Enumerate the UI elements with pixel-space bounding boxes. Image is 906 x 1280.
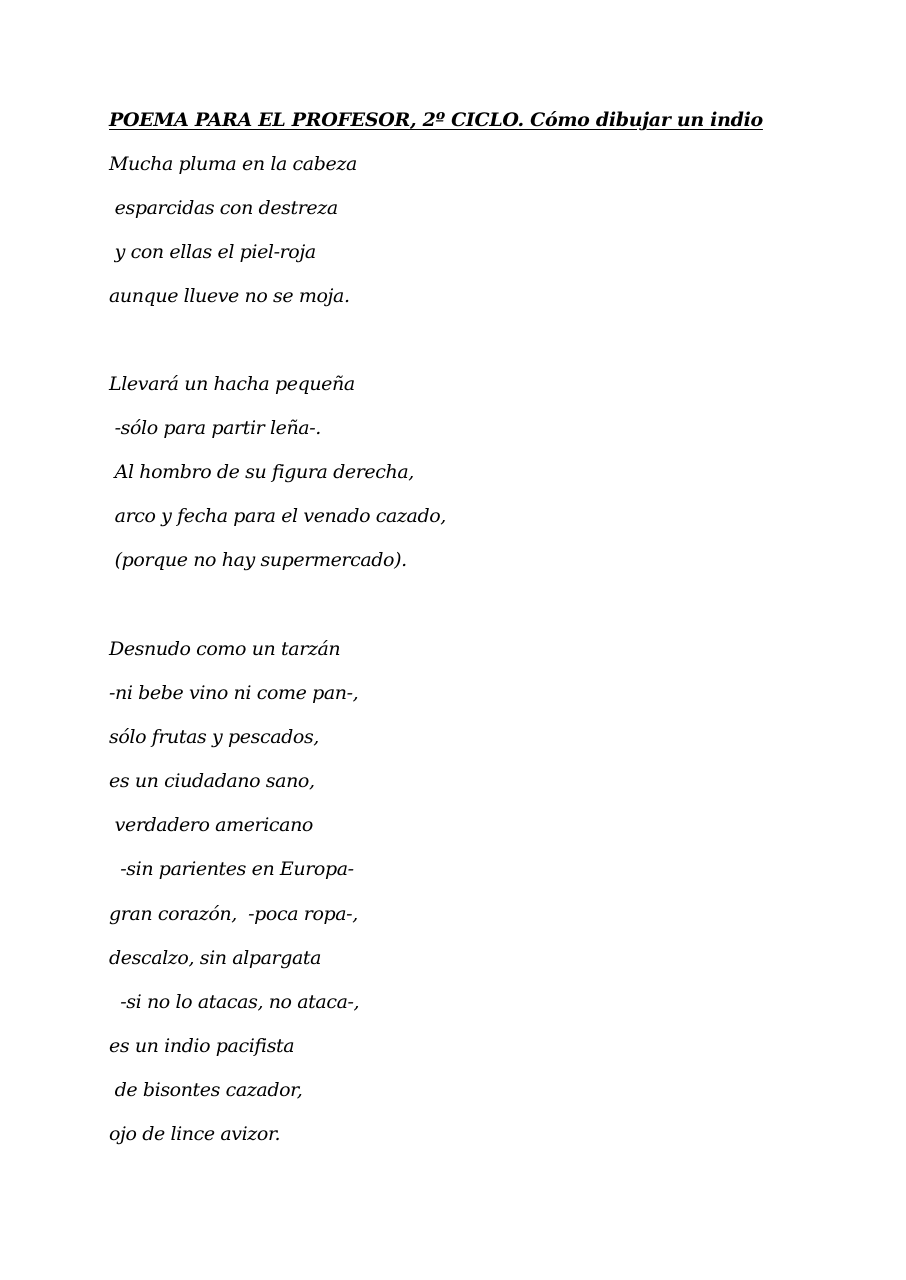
poem-line: Al hombro de su figura derecha, [109,461,414,483]
poem-line: verdadero americano [109,814,313,836]
poem-line: -sin parientes en Europa- [109,858,354,880]
poem-line: Llevará un hacha pequeña [109,373,355,395]
poem-line: es un indio pacifista [109,1035,295,1057]
poem-line: -si no lo atacas, no ataca-, [109,991,360,1013]
poem-line: arco y fecha para el venado cazado, [109,505,446,527]
poem-line: Desnudo como un tarzán [109,638,341,660]
poem-line: de bisontes cazador, [109,1079,303,1101]
poem-line: aunque llueve no se moja. [109,285,350,307]
poem-line: gran corazón, -poca ropa-, [109,903,358,925]
poem-line: descalzo, sin alpargata [109,947,322,969]
poem-line: esparcidas con destreza [109,197,338,219]
poem-line: sólo frutas y pescados, [109,726,319,748]
poem-line: es un ciudadano sano, [109,770,315,792]
poem-line: -ni bebe vino ni come pan-, [109,682,359,704]
poem-line: Mucha pluma en la cabeza [109,153,357,175]
poem-title: POEMA PARA EL PROFESOR, 2º CICLO. Cómo dibujar un indio [109,109,763,131]
poem-line: (porque no hay supermercado). [109,549,407,571]
poem-line: ojo de lince avizor. [109,1123,281,1145]
poem-line: -sólo para partir leña-. [109,417,321,439]
poem-line: y con ellas el piel-roja [109,241,316,263]
